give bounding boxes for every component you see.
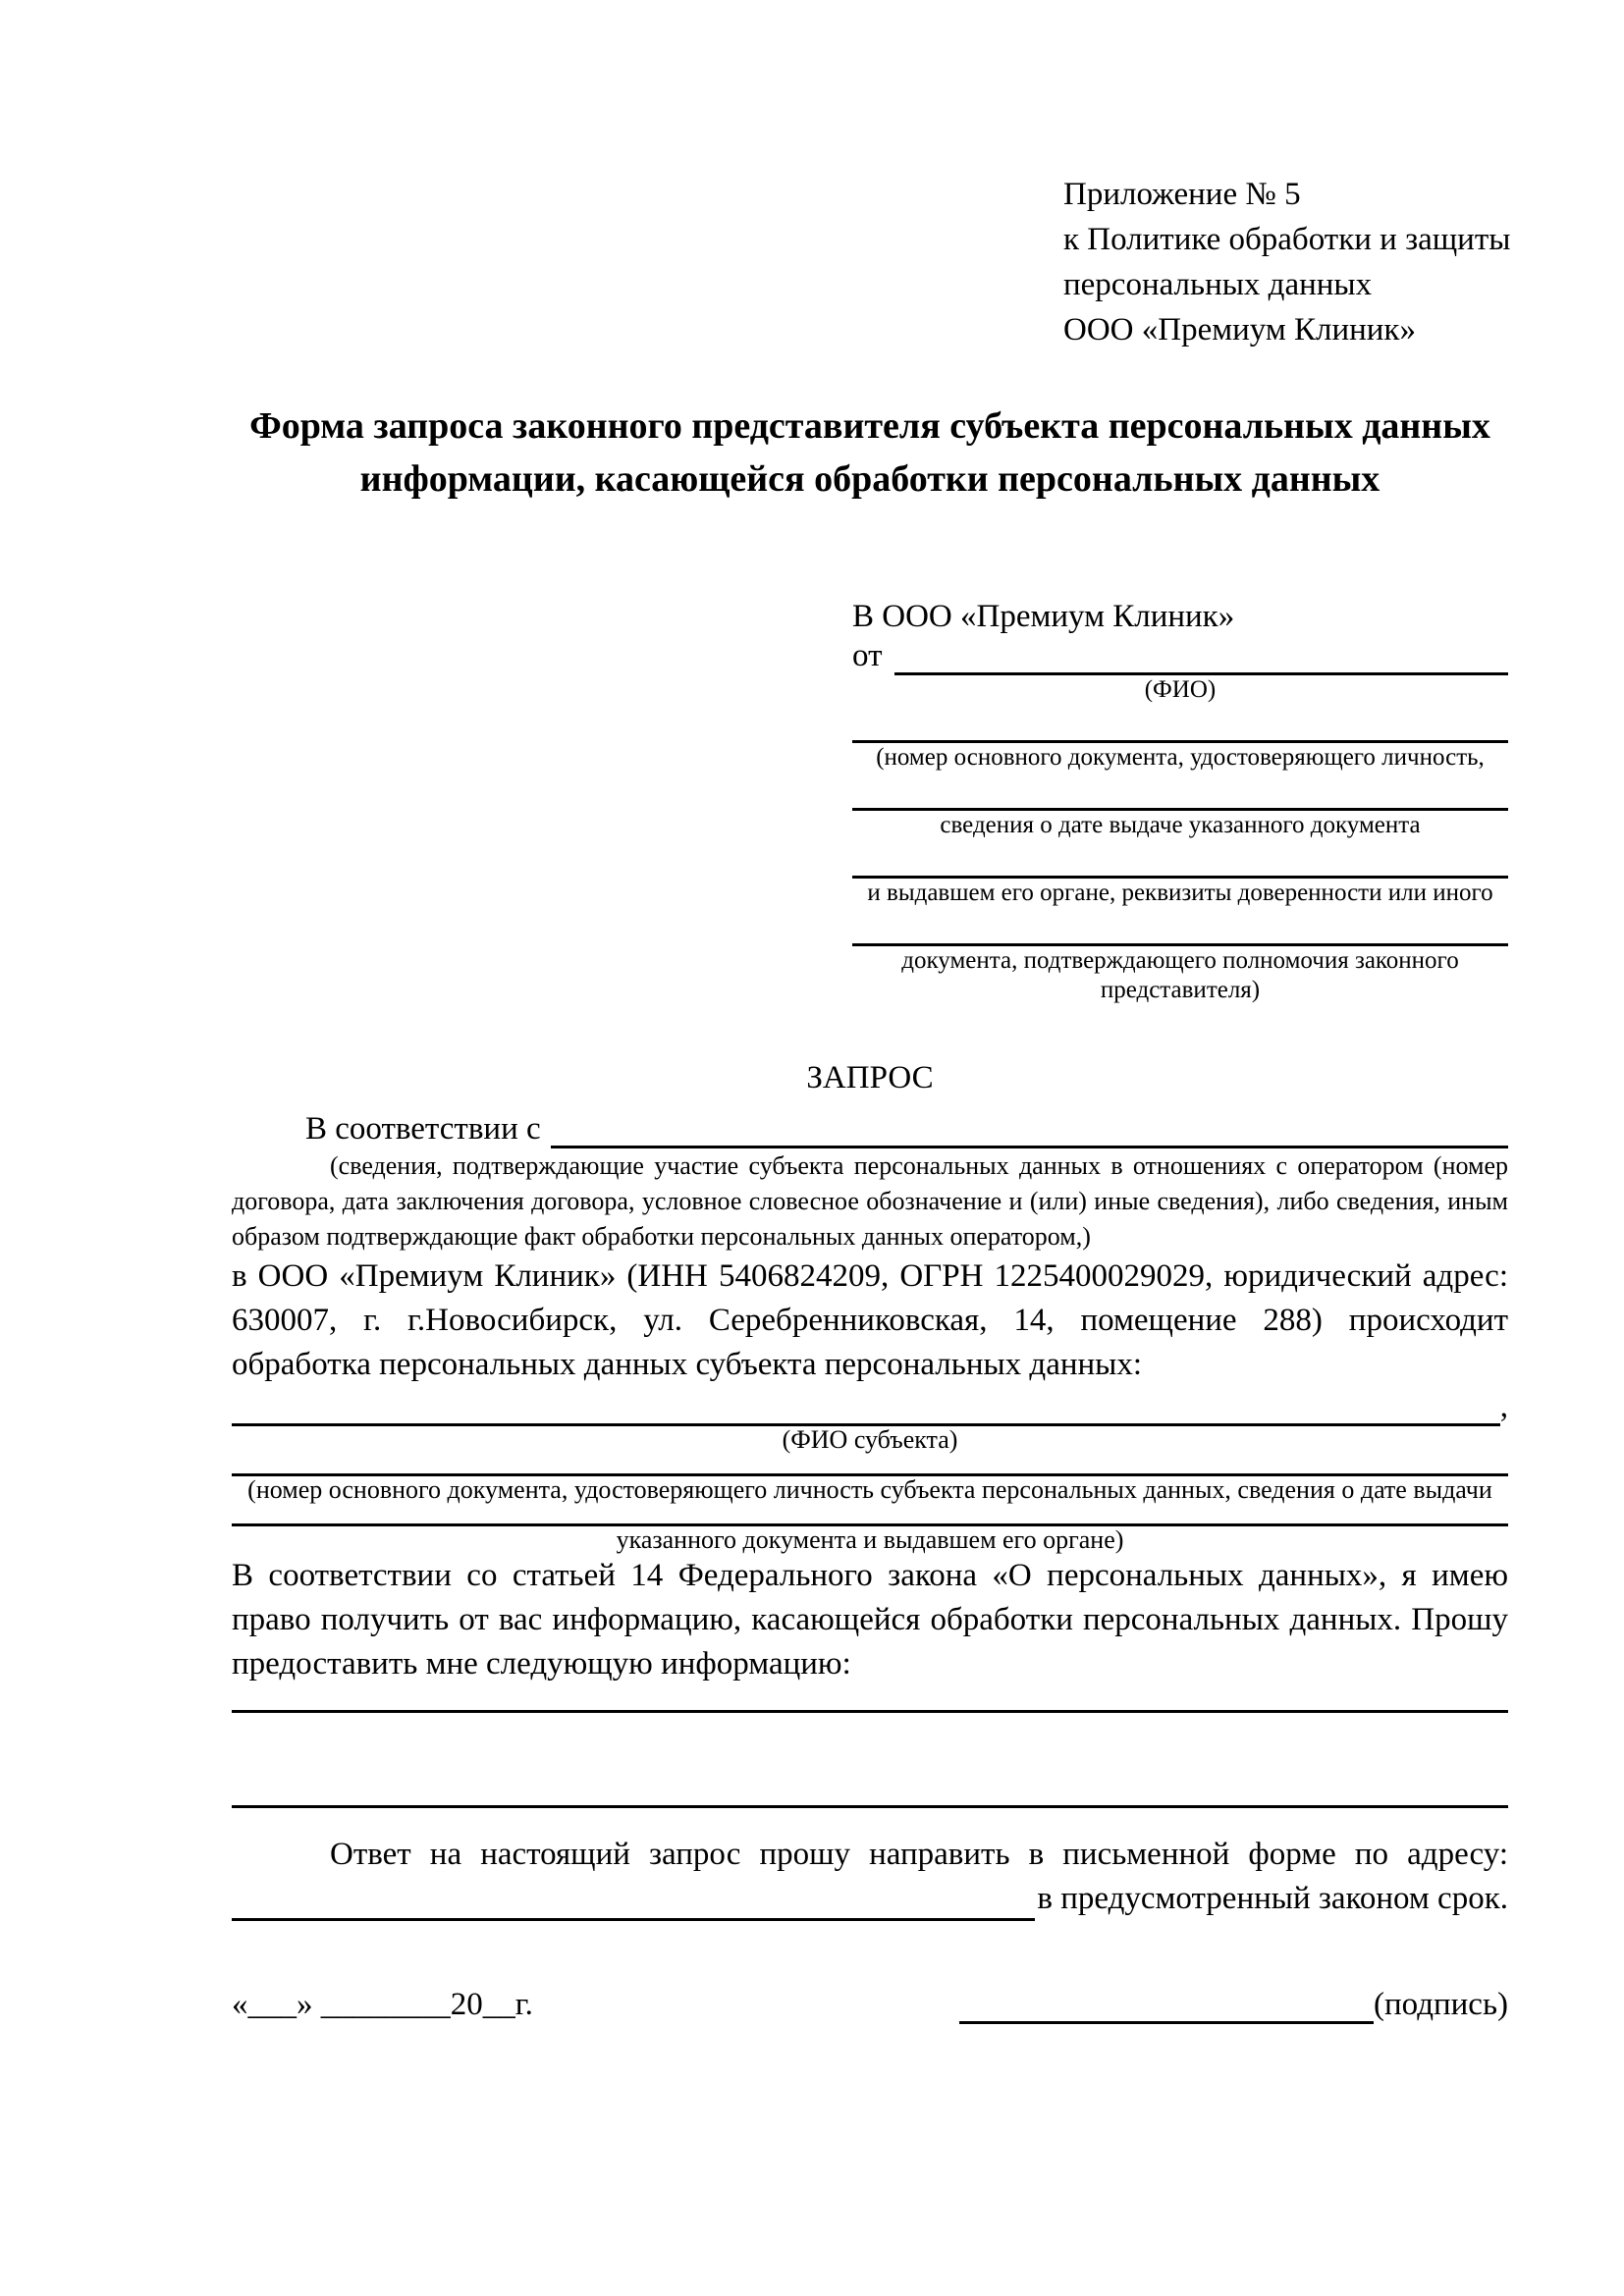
from-row bbox=[852, 636, 1508, 675]
information-blank-field[interactable] bbox=[232, 1686, 1508, 1713]
representative-doc-caption-1: (номер основного документа, удостоверяющего личность, bbox=[876, 744, 1485, 771]
document-title-line1: Форма запроса законного представителя субъекта персональных данных bbox=[249, 405, 1490, 447]
appendix-line: персональных данных bbox=[1063, 267, 1373, 302]
accordance-label: В соответствии с bbox=[305, 1111, 541, 1147]
subject-fio-blank-field[interactable] bbox=[232, 1387, 1500, 1426]
representative-doc-blank-field[interactable] bbox=[852, 773, 1508, 811]
document-title-line2: информации, касающейся обработки персональных данных bbox=[359, 458, 1380, 500]
signature-blank-field[interactable] bbox=[959, 1985, 1374, 2024]
operator-paragraph: в ООО «Премиум Клиник» (ИНН 5406824209, ОГРН 1225400029029, юридический адрес: 630007, г. г.Новосибирск, ул. Серебренниковская, 14, помещение 288) происходит обработка персональных данных субъекта персональных данных: bbox=[232, 1258, 1508, 1382]
accordance-blank-field[interactable] bbox=[551, 1109, 1508, 1148]
subject-doc-caption-2: указанного документа и выдавшем его органе) bbox=[616, 1525, 1124, 1554]
representative-doc-caption-2: сведения о дате выдаче указанного документа bbox=[940, 812, 1421, 838]
answer-tail-text: в предусмотренный законом срок. bbox=[1037, 1881, 1508, 1916]
addressee-block bbox=[852, 597, 1508, 1005]
information-blank-field[interactable] bbox=[232, 1713, 1508, 1808]
document-title bbox=[232, 400, 1508, 506]
accordance-caption: (сведения, подтверждающие участие субъекта персональных данных в отношениях с оператором (номер договора, дата заключения договора, условное словесное обозначение и (или) иные сведения), либо сведения, иным образом подтверждающие факт обработки персональных данных оператором,) bbox=[232, 1151, 1508, 1251]
from-label: от bbox=[852, 638, 883, 673]
subject-fio-comma: , bbox=[1499, 1389, 1508, 1424]
representative-doc-blank-field[interactable] bbox=[852, 908, 1508, 946]
appendix-line: к Политике обработки и защиты bbox=[1063, 222, 1511, 257]
date-blank-field[interactable]: «___» ________20__г. bbox=[232, 1987, 533, 2022]
subject-fio-row bbox=[232, 1387, 1508, 1426]
signature-group bbox=[959, 1985, 1508, 2024]
fio-caption: (ФИО) bbox=[1144, 676, 1217, 703]
answer-address-blank-field[interactable] bbox=[232, 1879, 1035, 1921]
from-name-blank-field[interactable] bbox=[894, 636, 1509, 675]
representative-doc-blank-field[interactable] bbox=[852, 705, 1508, 743]
subject-doc-blank-field[interactable] bbox=[232, 1454, 1508, 1476]
subject-fio-caption: (ФИО субъекта) bbox=[782, 1425, 958, 1454]
answer-paragraph: Ответ на настоящий запрос прошу направить в письменной форме по адресу: bbox=[330, 1837, 1508, 1872]
representative-doc-caption-4: документа, подтверждающего полномочия законного представителя) bbox=[901, 947, 1459, 1003]
answer-address-row bbox=[232, 1877, 1508, 1921]
appendix-line: ООО «Премиум Клиник» bbox=[1063, 312, 1416, 347]
appendix-header bbox=[1063, 172, 1511, 352]
representative-doc-blank-field[interactable] bbox=[852, 840, 1508, 879]
request-heading: ЗАПРОС bbox=[806, 1060, 934, 1095]
signature-caption: (подпись) bbox=[1374, 1987, 1508, 2022]
document-content bbox=[232, 172, 1511, 2024]
appendix-line: Приложение № 5 bbox=[1063, 177, 1301, 212]
representative-doc-caption-3: и выдавшем его органе, реквизиты доверенности или иного bbox=[867, 880, 1493, 906]
law-paragraph: В соответствии со статьей 14 Федерального закона «О персональных данных», я имею право получить от вас информацию, касающейся обработки персональных данных. Прошу предоставить мне следующую информацию: bbox=[232, 1558, 1508, 1682]
subject-doc-blank-field[interactable] bbox=[232, 1504, 1508, 1526]
accordance-row bbox=[232, 1109, 1508, 1148]
addressee-organization: В ООО «Премиум Клиник» bbox=[852, 599, 1235, 634]
subject-doc-caption-1: (номер основного документа, удостоверяющего личность субъекта персональных данных, сведения о дате выдачи bbox=[247, 1475, 1492, 1504]
footer-row bbox=[232, 1985, 1508, 2024]
